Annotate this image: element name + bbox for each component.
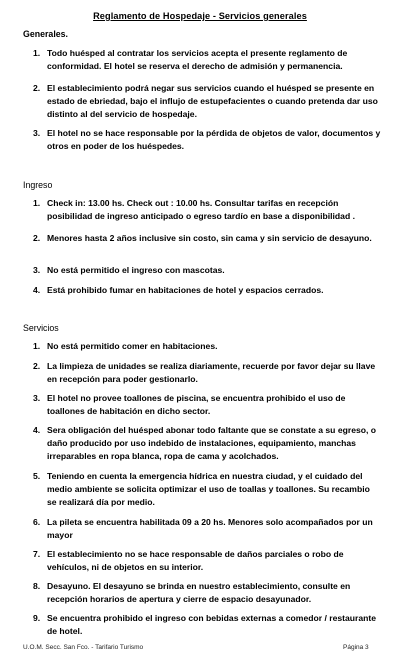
list-item <box>33 284 381 297</box>
list-item-number: 3. <box>33 393 41 403</box>
list-item-number: 2. <box>33 361 41 371</box>
list-item <box>33 392 381 418</box>
list-item-number: 9. <box>33 613 41 623</box>
list-item-text: La pileta se encuentra habilitada 09 a 20 hs. Menores solo acompañados por un mayor <box>47 517 373 541</box>
list-item-text: El hotel no provee toallones de piscina, se encuentra prohibido el uso de toallones de habitación en dicho sector. <box>47 393 346 417</box>
list-item <box>33 516 381 542</box>
list-item-number: 5. <box>33 471 41 481</box>
list-item <box>33 197 381 223</box>
list-item <box>33 82 381 122</box>
list-item <box>33 548 381 574</box>
list-item-text: Está prohibido fumar en habitaciones de hotel y espacios cerrados. <box>47 285 324 295</box>
list-item-text: Se encuentra prohibido el ingreso con bebidas externas a comedor / restaurante de hotel. <box>47 613 377 637</box>
list-item-number: 1. <box>33 341 41 351</box>
list-item-number: 3. <box>33 265 41 275</box>
list-item-number: 3. <box>33 128 41 138</box>
list-item-number: 2. <box>33 233 41 243</box>
list-item-text: Desayuno. El desayuno se brinda en nuestro establecimiento, consulte en recepción horarios de apertura y cierre de espacio desayunador. <box>47 581 351 605</box>
list-item-text: El hotel no se hace responsable por la pérdida de objetos de valor, documentos y otros en poder de los huéspedes. <box>47 128 381 152</box>
list-item <box>33 127 381 153</box>
list-item-number: 4. <box>33 285 41 295</box>
list-item-text: Menores hasta 2 años inclusive sin costo, sin cama y sin servicio de desayuno. <box>47 233 372 243</box>
section-heading-generales: Generales. <box>23 29 68 39</box>
list-item-number: 7. <box>33 549 41 559</box>
section-heading-servicios: Servicios <box>23 323 59 333</box>
list-item-number: 4. <box>33 425 41 435</box>
list-item <box>33 580 381 606</box>
section-heading-ingreso: Ingreso <box>23 180 53 190</box>
list-item-number: 6. <box>33 517 41 527</box>
list-item-number: 8. <box>33 581 41 591</box>
page-number: Página 3 <box>343 644 369 651</box>
list-item <box>33 424 381 464</box>
list-item-text: Todo huésped al contratar los servicios acepta el presente reglamento de conformidad. El hotel se reserva el derecho de admisión y permanencia. <box>47 48 348 72</box>
list-item <box>33 470 381 510</box>
list-item-number: 2. <box>33 83 41 93</box>
list-item-number: 1. <box>33 48 41 58</box>
list-item-text: Check in: 13.00 hs. Check out : 10.00 hs. Consultar tarifas en recepción posibilidad de ingreso anticipado o egreso tardío en base a disponibilidad . <box>47 198 355 222</box>
list-item <box>33 340 381 353</box>
list-item <box>33 47 381 73</box>
list-item-text: El establecimiento podrá negar sus servicios cuando el huésped se presente en estado de ebriedad, bajo el influjo de estupefacientes o cuando pretenda dar uso distinto al del servicio de hospedaje. <box>47 83 378 120</box>
list-item <box>33 232 381 245</box>
list-item-text: Teniendo en cuenta la emergencia hídrica en nuestra ciudad, y el cuidado del medio ambiente se solicita optimizar el uso de toallas y toallones. Su recambio se realizará día por medio. <box>47 471 370 508</box>
list-item-text: No está permitido el ingreso con mascotas. <box>47 265 225 275</box>
footer-left-text: U.O.M. Secc. San Fco. - Tarifario Turismo <box>23 644 144 651</box>
list-item <box>33 264 381 277</box>
list-item <box>33 360 381 386</box>
list-item <box>33 612 381 638</box>
document-title: Reglamento de Hospedaje - Servicios generales <box>93 11 307 21</box>
list-item-text: El establecimiento no se hace responsable de daños parciales o robo de vehículos, ni de objetos en su interior. <box>47 549 344 573</box>
list-item-text: Sera obligación del huésped abonar todo faltante que se constate a su egreso, o daño producido por uso indebido de instalaciones, equipamiento, manchas irreparables en ropa blanca, ropa de cama y acolchados. <box>47 425 377 462</box>
list-item-text: No está permitido comer en habitaciones. <box>47 341 218 351</box>
list-item-text: La limpieza de unidades se realiza diariamente, recuerde por favor dejar su llave en recepción para poder gestionarlo. <box>47 361 376 385</box>
list-item-number: 1. <box>33 198 41 208</box>
